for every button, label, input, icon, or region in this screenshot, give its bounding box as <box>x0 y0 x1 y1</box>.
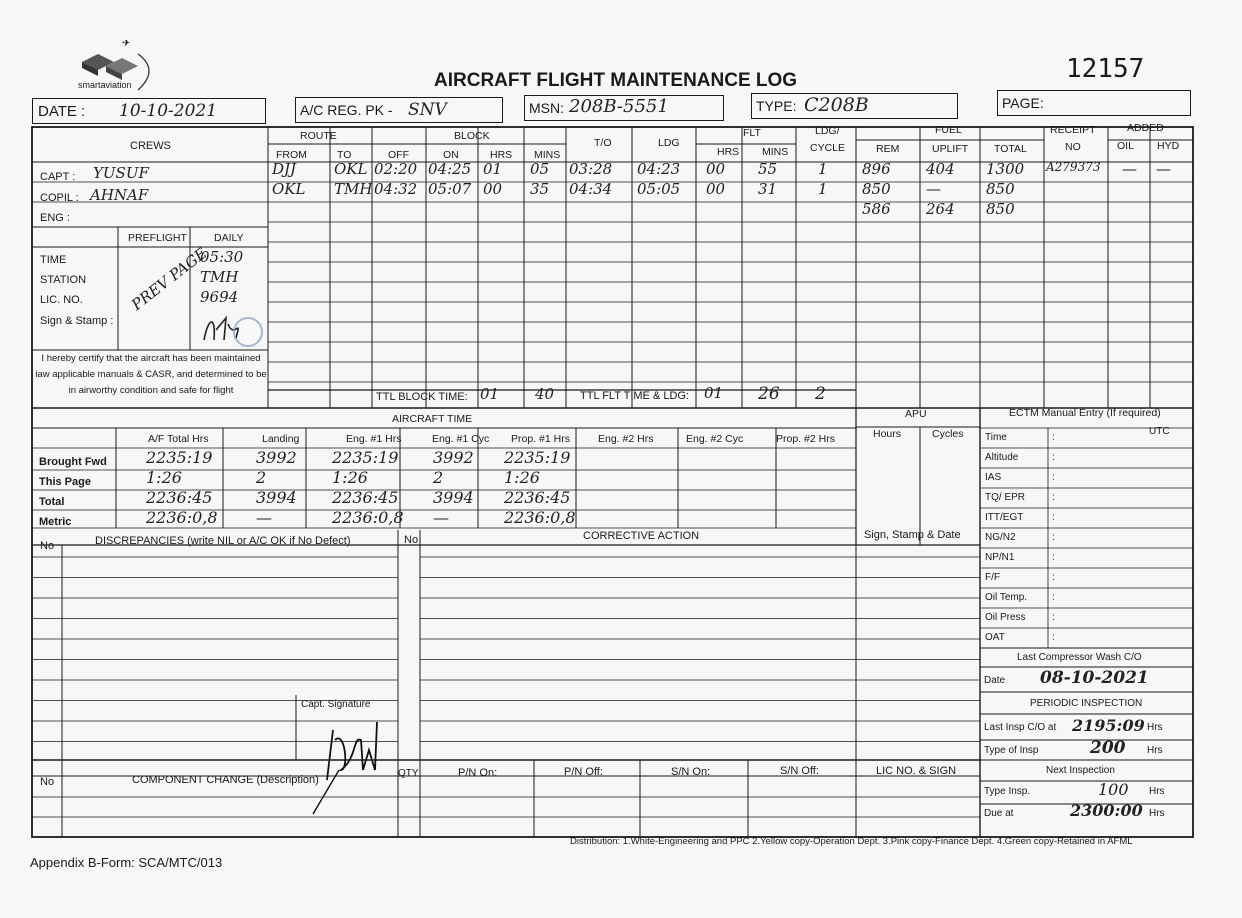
ectm-row-colon: : <box>1052 492 1055 503</box>
capt-value: YUSUF <box>93 164 149 182</box>
ectm-row-label: ITT/EGT <box>985 512 1024 523</box>
apu-hours-header: Hours <box>873 428 902 440</box>
type-of-insp-label: Type of Insp <box>984 745 1039 756</box>
route-header: ROUTE <box>300 130 337 142</box>
periodic-inspection-heading: PERIODIC INSPECTION <box>1030 698 1143 709</box>
pn-on-header: P/N On: <box>458 767 498 779</box>
aircraft-time-heading: AIRCRAFT TIME <box>392 413 473 425</box>
svg-text:✈: ✈ <box>122 40 131 49</box>
eng-label: ENG : <box>40 212 70 224</box>
aircraft-time-cell[interactable]: 2236:0,8 <box>146 508 218 527</box>
ectm-row-label: Time <box>985 432 1007 443</box>
reg-value: SNV <box>408 100 447 120</box>
corrective-action-header: CORRECTIVE ACTION <box>583 530 700 542</box>
flight-ldg-cell[interactable]: 04:23 <box>637 160 681 178</box>
daily-signature-stamp <box>196 310 266 350</box>
aircraft-time-cell[interactable]: 3994 <box>256 488 297 507</box>
aircraft-time-cell[interactable]: 2236:45 <box>332 488 399 507</box>
fuel-total-header: TOTAL <box>994 143 1027 155</box>
ttl-block-label: TTL BLOCK TIME: <box>376 391 468 403</box>
flight-takeoff-cell[interactable]: 03:28 <box>569 160 613 178</box>
ttl-block-hrs: 01 <box>480 385 500 403</box>
ectm-row-label: NG/N2 <box>985 532 1016 543</box>
next-type-value: 100 <box>1098 780 1129 799</box>
msn-box[interactable]: MSN: 208B-5551 <box>524 95 724 121</box>
flight-flt_hrs-cell[interactable]: 00 <box>706 160 726 178</box>
flt-hrs-header: HRS <box>717 146 740 158</box>
station-label: STATION <box>40 274 87 286</box>
ttl-flt-mins: 26 <box>758 384 780 404</box>
ectm-row-colon: : <box>1052 512 1055 523</box>
flight-receipt-cell[interactable]: A279373 <box>1046 160 1101 174</box>
distribution-note: Distribution: 1.White-Engineering and PPC 2.Yellow copy-Operation Dept. 3.Pink copy-Finance Dept. 4.Green copy-Retained in AFML <box>570 836 1133 847</box>
ttl-ldg: 2 <box>815 384 826 404</box>
time-label: TIME <box>40 254 67 266</box>
block-mins-header: MINS <box>534 149 561 161</box>
aircraft-time-col-header: Eng. #1 Hrs <box>346 433 402 445</box>
flight-mins-cell[interactable]: 05 <box>530 160 550 178</box>
fuel-header: FUEL <box>935 124 962 136</box>
aircraft-time-cell[interactable]: 3992 <box>433 448 474 467</box>
aircraft-time-cell[interactable]: 1:26 <box>504 468 540 487</box>
compressor-date-label: Date <box>984 675 1006 686</box>
copil-value: AHNAF <box>90 186 149 204</box>
page-title: AIRCRAFT FLIGHT MAINTENANCE LOG <box>434 70 798 91</box>
last-insp-label: Last Insp C/O at <box>984 722 1057 733</box>
aircraft-time-cell[interactable]: 2236:0,8 <box>332 508 404 527</box>
flight-off-cell[interactable]: 04:32 <box>374 180 418 198</box>
appendix-label: Appendix B-Form: SCA/MTC/013 <box>30 855 223 870</box>
form-number: 12157 <box>1066 54 1145 84</box>
aircraft-time-col-header: A/F Total Hrs <box>148 433 209 445</box>
ectm-row-colon: : <box>1052 612 1055 623</box>
logo-text: smartaviation <box>78 80 132 90</box>
ttl-block-mins: 40 <box>535 385 555 403</box>
component-change-header: COMPONENT CHANGE (Description) <box>132 774 319 786</box>
rem-header: REM <box>876 143 900 155</box>
flight-to-cell[interactable]: OKL <box>334 160 368 178</box>
ectm-utc: UTC <box>1149 426 1170 437</box>
ectm-row-colon: : <box>1052 452 1055 463</box>
ectm-row-label: F/F <box>985 572 1000 583</box>
due-at-unit: Hrs <box>1149 808 1165 819</box>
sn-off-header: S/N Off: <box>780 765 819 777</box>
flight-total-cell[interactable]: 850 <box>986 200 1015 218</box>
receipt-header-2: NO <box>1065 141 1081 153</box>
lic-sign-header: LIC NO. & SIGN <box>876 765 957 777</box>
discrepancies-header: DISCREPANCIES (write NIL or A/C OK if No Defect) <box>95 535 351 547</box>
flight-total-cell[interactable]: 850 <box>986 180 1015 198</box>
aircraft-time-cell[interactable]: 2236:0,8 <box>504 508 576 527</box>
ectm-row-label: Altitude <box>985 452 1019 463</box>
aircraft-time-col-header: Landing <box>262 433 300 445</box>
ectm-heading: ECTM Manual Entry (If required) <box>1009 407 1161 419</box>
next-type-unit: Hrs <box>1149 786 1165 797</box>
takeoff-header: T/O <box>594 137 612 149</box>
ectm-row-colon: : <box>1052 632 1055 643</box>
crews-heading: CREWS <box>130 140 171 152</box>
aircraft-time-cell[interactable]: 2235:19 <box>504 448 571 467</box>
aircraft-time-row-label: Brought Fwd <box>39 456 107 468</box>
sign-stamp-date-header: Sign, Stamp & Date <box>864 529 961 541</box>
flt-mins-header: MINS <box>762 146 789 158</box>
preflight-header: PREFLIGHT <box>128 232 187 244</box>
next-type-label: Type Insp. <box>984 786 1031 797</box>
flight-off-cell[interactable]: 02:20 <box>374 160 418 178</box>
ectm-row-colon: : <box>1052 532 1055 543</box>
uplift-header: UPLIFT <box>932 143 969 155</box>
ectm-row-label: TQ/ EPR <box>985 492 1026 503</box>
flight-cycle-cell[interactable]: 1 <box>818 160 828 178</box>
aircraft-time-cell[interactable]: 2236:45 <box>504 488 571 507</box>
aircraft-time-cell[interactable]: — <box>256 508 272 527</box>
flight-uplift-cell[interactable]: — <box>926 180 941 198</box>
pn-off-header: P/N Off: <box>564 766 603 778</box>
flight-rem-cell[interactable]: 896 <box>862 160 891 178</box>
copil-label: COPIL : <box>40 192 79 204</box>
lic-label: LIC. NO. <box>40 294 83 306</box>
component-no-header: No <box>40 776 55 788</box>
capt-signature-label: Capt. Signature <box>301 699 371 710</box>
flight-takeoff-cell[interactable]: 04:34 <box>569 180 613 198</box>
to-header: TO <box>337 149 352 161</box>
ldg-header: LDG <box>658 137 680 149</box>
ectm-row-label: NP/N1 <box>985 552 1015 563</box>
compressor-wash-heading: Last Compressor Wash C/O <box>1017 652 1142 663</box>
block-hrs-header: HRS <box>490 149 513 161</box>
msn-value: 208B-5551 <box>569 96 669 117</box>
sign-stamp-label: Sign & Stamp : <box>40 315 114 327</box>
next-inspection-heading: Next Inspection <box>1046 765 1115 776</box>
flight-hyd-cell[interactable]: — <box>1156 160 1171 178</box>
aircraft-time-row-label: Metric <box>39 516 72 528</box>
certification-text: I hereby certify that the aircraft has been maintained iaw applicable manuals & CASR, and determined to be in airworthy condition and safe for flight <box>35 353 267 396</box>
aircraft-time-cell[interactable]: 2235:19 <box>332 448 399 467</box>
flight-to-cell[interactable]: TMH <box>334 180 373 198</box>
ldg-cycle-header-2: CYCLE <box>810 142 846 154</box>
ectm-row-colon: : <box>1052 432 1055 443</box>
ttl-flt-label: TTL FLT TIME & LDG: <box>580 390 690 402</box>
flight-hrs-cell[interactable]: 01 <box>483 160 503 178</box>
sn-on-header: S/N On: <box>671 766 711 778</box>
flight-oil-cell[interactable]: — <box>1122 160 1137 178</box>
aircraft-time-cell[interactable]: 1:26 <box>332 468 368 487</box>
compressor-date-value: 08-10-2021 <box>1040 668 1149 688</box>
last-insp-value: 2195:09 <box>1072 716 1145 735</box>
ldg-cycle-header-1: LDG/ <box>815 125 840 137</box>
ectm-row-label: OAT <box>985 632 1005 643</box>
flight-cycle-cell[interactable]: 1 <box>818 180 828 198</box>
preflight-note: PREV PAGE <box>128 244 211 314</box>
date-value: 10-10-2021 <box>119 101 218 121</box>
on-header: ON <box>443 149 459 161</box>
aircraft-time-col-header: Eng. #1 Cyc <box>432 433 490 445</box>
ectm-row-label: IAS <box>985 472 1002 483</box>
hyd-header: HYD <box>1157 140 1180 152</box>
ttl-flt-hrs: 01 <box>704 384 724 402</box>
discrepancy-no-header: No <box>40 540 55 552</box>
flt-header: FLT <box>743 127 761 139</box>
aircraft-time-col-header: Prop. #2 Hrs <box>776 433 835 445</box>
flight-flt_mins-cell[interactable]: 55 <box>758 160 778 178</box>
flight-on-cell[interactable]: 05:07 <box>428 180 472 198</box>
type-value: C208B <box>804 94 869 116</box>
flight-uplift-cell[interactable]: 264 <box>926 200 955 218</box>
off-header: OFF <box>388 149 409 161</box>
flight-hrs-cell[interactable]: 00 <box>483 180 503 198</box>
type-of-insp-unit: Hrs <box>1147 745 1163 756</box>
flight-rem-cell[interactable]: 586 <box>862 200 891 218</box>
aircraft-time-row-label: Total <box>39 496 65 508</box>
reg-box[interactable]: A/C REG. PK - SNV <box>295 97 503 123</box>
due-at-label: Due at <box>984 808 1014 819</box>
daily-time: 05:30 <box>200 248 244 266</box>
ectm-row-colon: : <box>1052 472 1055 483</box>
aircraft-time-cell[interactable]: 2235:19 <box>146 448 213 467</box>
flight-ldg-cell[interactable]: 05:05 <box>637 180 681 198</box>
daily-header: DAILY <box>214 232 244 244</box>
from-header: FROM <box>276 149 307 161</box>
aircraft-time-cell[interactable]: 2 <box>256 468 267 487</box>
daily-station: TMH <box>200 268 239 286</box>
flight-from-cell[interactable]: OKL <box>272 180 306 198</box>
flight-flt_mins-cell[interactable]: 31 <box>758 180 778 198</box>
aircraft-time-col-header: Eng. #2 Hrs <box>598 433 654 445</box>
receipt-header-1: RECEIPT <box>1050 124 1096 136</box>
apu-cycles-header: Cycles <box>932 428 964 440</box>
flight-on-cell[interactable]: 04:25 <box>428 160 472 178</box>
apu-heading: APU <box>905 408 927 420</box>
aircraft-time-col-header: Eng. #2 Cyc <box>686 433 744 445</box>
flight-total-cell[interactable]: 1300 <box>986 160 1025 178</box>
ectm-row-label: Oil Press <box>985 612 1026 623</box>
last-insp-unit: Hrs <box>1147 722 1163 733</box>
qty-header: QTY <box>398 768 419 779</box>
company-logo <box>68 40 160 96</box>
aircraft-time-cell[interactable]: 3994 <box>433 488 474 507</box>
flight-from-cell[interactable]: DJJ <box>272 160 297 178</box>
capt-signature <box>305 710 395 820</box>
daily-lic: 9694 <box>200 288 239 306</box>
flight-mins-cell[interactable]: 35 <box>530 180 550 198</box>
ectm-row-colon: : <box>1052 552 1055 563</box>
page-box[interactable]: PAGE: <box>997 90 1191 116</box>
flight-rem-cell[interactable]: 850 <box>862 180 891 198</box>
type-box[interactable]: TYPE: C208B <box>751 93 958 119</box>
oil-header: OIL <box>1117 140 1134 152</box>
flight-flt_hrs-cell[interactable]: 00 <box>706 180 726 198</box>
capt-label: CAPT : <box>40 171 76 183</box>
date-box[interactable]: DATE : 10-10-2021 <box>32 98 266 124</box>
type-of-insp-value: 200 <box>1090 738 1126 758</box>
corrective-no-header: No <box>404 534 419 546</box>
aircraft-time-row-label: This Page <box>39 476 91 488</box>
aircraft-time-col-header: Prop. #1 Hrs <box>511 433 570 445</box>
aircraft-time-cell[interactable]: 2236:45 <box>146 488 213 507</box>
aircraft-time-cell[interactable]: — <box>433 508 449 527</box>
due-at-value: 2300:00 <box>1070 801 1143 820</box>
ectm-row-colon: : <box>1052 572 1055 583</box>
aircraft-time-cell[interactable]: 2 <box>433 468 444 487</box>
flight-uplift-cell[interactable]: 404 <box>926 160 955 178</box>
aircraft-time-cell[interactable]: 1:26 <box>146 468 182 487</box>
added-header: ADDED <box>1127 122 1164 134</box>
aircraft-time-cell[interactable]: 3992 <box>256 448 297 467</box>
ectm-row-label: Oil Temp. <box>985 592 1028 603</box>
block-header: BLOCK <box>454 130 490 142</box>
ectm-row-colon: : <box>1052 592 1055 603</box>
